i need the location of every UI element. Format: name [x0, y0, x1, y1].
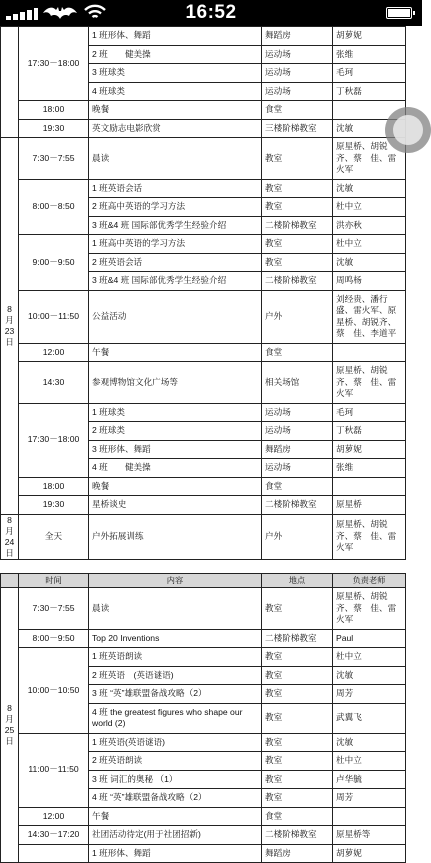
place-cell: 运动场	[262, 82, 333, 101]
header-date	[1, 573, 19, 588]
table-row	[1, 119, 406, 138]
teacher-cell: 原星桥、胡锐齐、蔡 佳、雷火军	[333, 138, 406, 180]
date-cell	[1, 514, 19, 559]
teacher-cell: 胡萝妮	[333, 440, 406, 459]
time-cell: 12:00	[19, 343, 89, 362]
teacher-cell	[333, 343, 406, 362]
table-row	[1, 844, 406, 863]
date-char: 日	[5, 736, 14, 746]
time-cell: 12:00	[19, 807, 89, 826]
table-row	[1, 477, 406, 496]
teacher-cell: 毛珂	[333, 64, 406, 83]
place-cell: 教室	[262, 666, 333, 685]
place-cell: 二楼阶梯教室	[262, 216, 333, 235]
teacher-cell: 原星桥	[333, 496, 406, 515]
place-cell: 教室	[262, 648, 333, 667]
teacher-cell: 张维	[333, 45, 406, 64]
content-cell: 1 班形体、舞蹈	[89, 844, 262, 863]
table-row	[1, 807, 406, 826]
time-cell: 9:00－9:50	[19, 235, 89, 291]
place-cell: 教室	[262, 253, 333, 272]
content-cell: 2 班英语朗读	[89, 752, 262, 771]
place-cell: 运动场	[262, 459, 333, 478]
content-cell: 1 班英语(英语谜语)	[89, 733, 262, 752]
content-cell: 1 班形体、舞蹈	[89, 27, 262, 46]
teacher-cell: 周芳	[333, 789, 406, 808]
content-cell: 2 班高中英语的学习方法	[89, 198, 262, 217]
content-cell: Top 20 Inventions	[89, 629, 262, 648]
place-cell: 食堂	[262, 343, 333, 362]
header-time: 时间	[19, 573, 89, 588]
content-cell: 参观博物馆文化广场等	[89, 362, 262, 404]
content-cell: 户外拓展训练	[89, 514, 262, 559]
place-cell: 食堂	[262, 807, 333, 826]
place-cell: 二楼阶梯教室	[262, 826, 333, 845]
teacher-cell: 原星桥、胡锐齐、蔡 佳、雷火军	[333, 514, 406, 559]
place-cell: 教室	[262, 588, 333, 630]
table-header-row	[1, 573, 406, 588]
teacher-cell: 周芳	[333, 685, 406, 704]
place-cell: 教室	[262, 752, 333, 771]
teacher-cell: 卢华毓	[333, 770, 406, 789]
time-cell: 7:30－7:55	[19, 588, 89, 630]
place-cell: 二楼阶梯教室	[262, 496, 333, 515]
teacher-cell: 杜中立	[333, 198, 406, 217]
content-cell: 4 班 the greatest figures who shape our world (2)	[89, 703, 262, 733]
content-cell: 1 班高中英语的学习方法	[89, 235, 262, 254]
time-cell: 19:30	[19, 496, 89, 515]
date-cell	[1, 27, 19, 138]
teacher-cell: 原星桥、胡锐齐、蔡 佳、雷火军	[333, 362, 406, 404]
table-row	[1, 235, 406, 254]
place-cell: 舞蹈房	[262, 440, 333, 459]
teacher-cell	[333, 477, 406, 496]
document-view[interactable]	[0, 26, 422, 858]
content-cell: 社团活动待定(用于社团招新)	[89, 826, 262, 845]
content-cell: 英文励志电影欣赏	[89, 119, 262, 138]
place-cell: 三楼阶梯教室	[262, 119, 333, 138]
time-cell: 11:00－11:50	[19, 733, 89, 807]
date-char: 日	[5, 547, 14, 558]
time-cell: 17:30－18:00	[19, 403, 89, 477]
time-cell: 17:30－18:00	[19, 27, 89, 101]
table-row	[1, 343, 406, 362]
table-row	[1, 290, 406, 343]
teacher-cell: 丁秋磊	[333, 422, 406, 441]
battery-icon	[386, 7, 412, 19]
content-cell: 晨读	[89, 588, 262, 630]
content-cell: 晨读	[89, 138, 262, 180]
place-cell: 二楼阶梯教室	[262, 272, 333, 291]
place-cell: 户外	[262, 514, 333, 559]
table-row	[1, 826, 406, 845]
place-cell: 食堂	[262, 101, 333, 120]
teacher-cell: 刘经贵、潘行盛、雷火军、原星桥、胡锐齐、蔡 佳、李道平	[333, 290, 406, 343]
teacher-cell: 毛珂	[333, 403, 406, 422]
content-cell: 1 班球类	[89, 403, 262, 422]
place-cell: 教室	[262, 138, 333, 180]
time-cell: 18:00	[19, 477, 89, 496]
assistive-touch-button[interactable]	[385, 107, 431, 153]
place-cell: 教室	[262, 179, 333, 198]
teacher-cell: 洪亦秋	[333, 216, 406, 235]
table-row	[1, 496, 406, 515]
time-cell: 14:30－17:20	[19, 826, 89, 845]
header-content: 内容	[89, 573, 262, 588]
teacher-cell	[333, 807, 406, 826]
teacher-cell: 丁秋磊	[333, 82, 406, 101]
teacher-cell: 胡萝妮	[333, 27, 406, 46]
date-char: 24	[4, 536, 15, 547]
table-row	[1, 101, 406, 120]
content-cell: 2 班英语会话	[89, 253, 262, 272]
date-char: 23	[4, 325, 15, 336]
teacher-cell: Paul	[333, 629, 406, 648]
status-time: 16:52	[185, 2, 237, 23]
content-cell: 3 班 词汇的奥秘 （1）	[89, 770, 262, 789]
teacher-cell: 张维	[333, 459, 406, 478]
content-cell: 2 班英语 (英语谜语)	[89, 666, 262, 685]
time-cell	[19, 844, 89, 863]
time-cell: 19:30	[19, 119, 89, 138]
teacher-cell: 沈敏	[333, 179, 406, 198]
content-cell: 2 班球类	[89, 422, 262, 441]
time-cell: 18:00	[19, 101, 89, 120]
place-cell: 运动场	[262, 45, 333, 64]
content-cell: 4 班 “英”雄联盟备战攻略（2）	[89, 789, 262, 808]
content-cell: 3 班&4 班 国际部优秀学生经验介绍	[89, 272, 262, 291]
time-cell: 8:00－8:50	[19, 179, 89, 235]
date-char: 月	[5, 714, 14, 724]
table-row	[1, 514, 406, 559]
content-cell: 3 班球类	[89, 64, 262, 83]
table-row	[1, 629, 406, 648]
content-cell: 午餐	[89, 343, 262, 362]
place-cell: 教室	[262, 685, 333, 704]
content-cell: 星桥谈史	[89, 496, 262, 515]
time-cell: 全天	[19, 514, 89, 559]
teacher-cell: 杜中立	[333, 752, 406, 771]
content-cell: 4 班球类	[89, 82, 262, 101]
table-row	[1, 179, 406, 198]
content-cell: 晚餐	[89, 477, 262, 496]
time-cell: 10:00－11:50	[19, 290, 89, 343]
status-bar	[0, 0, 422, 26]
header-teacher: 负责老师	[333, 573, 406, 588]
content-cell: 1 班英语会话	[89, 179, 262, 198]
table-row	[1, 648, 406, 667]
teacher-cell: 原星桥等	[333, 826, 406, 845]
table-row	[1, 403, 406, 422]
teacher-cell: 沈敏	[333, 733, 406, 752]
content-cell: 2 班 健美操	[89, 45, 262, 64]
header-place: 地点	[262, 573, 333, 588]
place-cell: 教室	[262, 198, 333, 217]
schedule-table	[0, 26, 406, 863]
table-row	[1, 733, 406, 752]
time-cell: 7:30－7:55	[19, 138, 89, 180]
teacher-cell: 杜中立	[333, 648, 406, 667]
place-cell: 教室	[262, 733, 333, 752]
place-cell: 二楼阶梯教室	[262, 629, 333, 648]
teacher-cell: 胡萝妮	[333, 844, 406, 863]
place-cell: 运动场	[262, 64, 333, 83]
place-cell: 教室	[262, 770, 333, 789]
place-cell: 户外	[262, 290, 333, 343]
place-cell: 教室	[262, 235, 333, 254]
table-row	[1, 27, 406, 46]
table-row	[1, 138, 406, 180]
date-char: 8	[7, 703, 12, 713]
date-char: 月	[5, 314, 14, 325]
content-cell: 4 班 健美操	[89, 459, 262, 478]
place-cell: 舞蹈房	[262, 27, 333, 46]
date-char: 8	[7, 514, 12, 525]
content-cell: 公益活动	[89, 290, 262, 343]
date-char: 日	[5, 336, 14, 347]
content-cell: 晚餐	[89, 101, 262, 120]
place-cell: 运动场	[262, 422, 333, 441]
time-cell: 14:30	[19, 362, 89, 404]
place-cell: 运动场	[262, 403, 333, 422]
content-cell: 3 班&4 班 国际部优秀学生经验介绍	[89, 216, 262, 235]
content-cell: 1 班英语朗读	[89, 648, 262, 667]
place-cell: 食堂	[262, 477, 333, 496]
content-cell: 3 班形体、舞蹈	[89, 440, 262, 459]
date-char: 25	[4, 725, 15, 735]
content-cell: 3 班 “英”雄联盟备战攻略（2）	[89, 685, 262, 704]
place-cell: 相关场馆	[262, 362, 333, 404]
teacher-cell: 沈敏	[333, 253, 406, 272]
teacher-cell: 沈敏	[333, 666, 406, 685]
date-cell	[1, 588, 19, 863]
date-char: 8	[7, 303, 12, 314]
date-char: 月	[5, 525, 14, 536]
table-row	[1, 362, 406, 404]
content-cell: 午餐	[89, 807, 262, 826]
table-row	[1, 588, 406, 630]
place-cell: 教室	[262, 703, 333, 733]
teacher-cell: 周鸣杨	[333, 272, 406, 291]
teacher-cell: 杜中立	[333, 235, 406, 254]
teacher-cell: 原星桥、胡锐齐、蔡 佳、雷火军	[333, 588, 406, 630]
teacher-cell: 武翼飞	[333, 703, 406, 733]
date-cell	[1, 138, 19, 515]
place-cell: 教室	[262, 789, 333, 808]
time-cell: 10:00－10:50	[19, 648, 89, 734]
page-gap	[1, 559, 406, 573]
time-cell: 8:00－9:50	[19, 629, 89, 648]
place-cell: 舞蹈房	[262, 844, 333, 863]
teacher-cell: 沈敏	[333, 119, 406, 138]
